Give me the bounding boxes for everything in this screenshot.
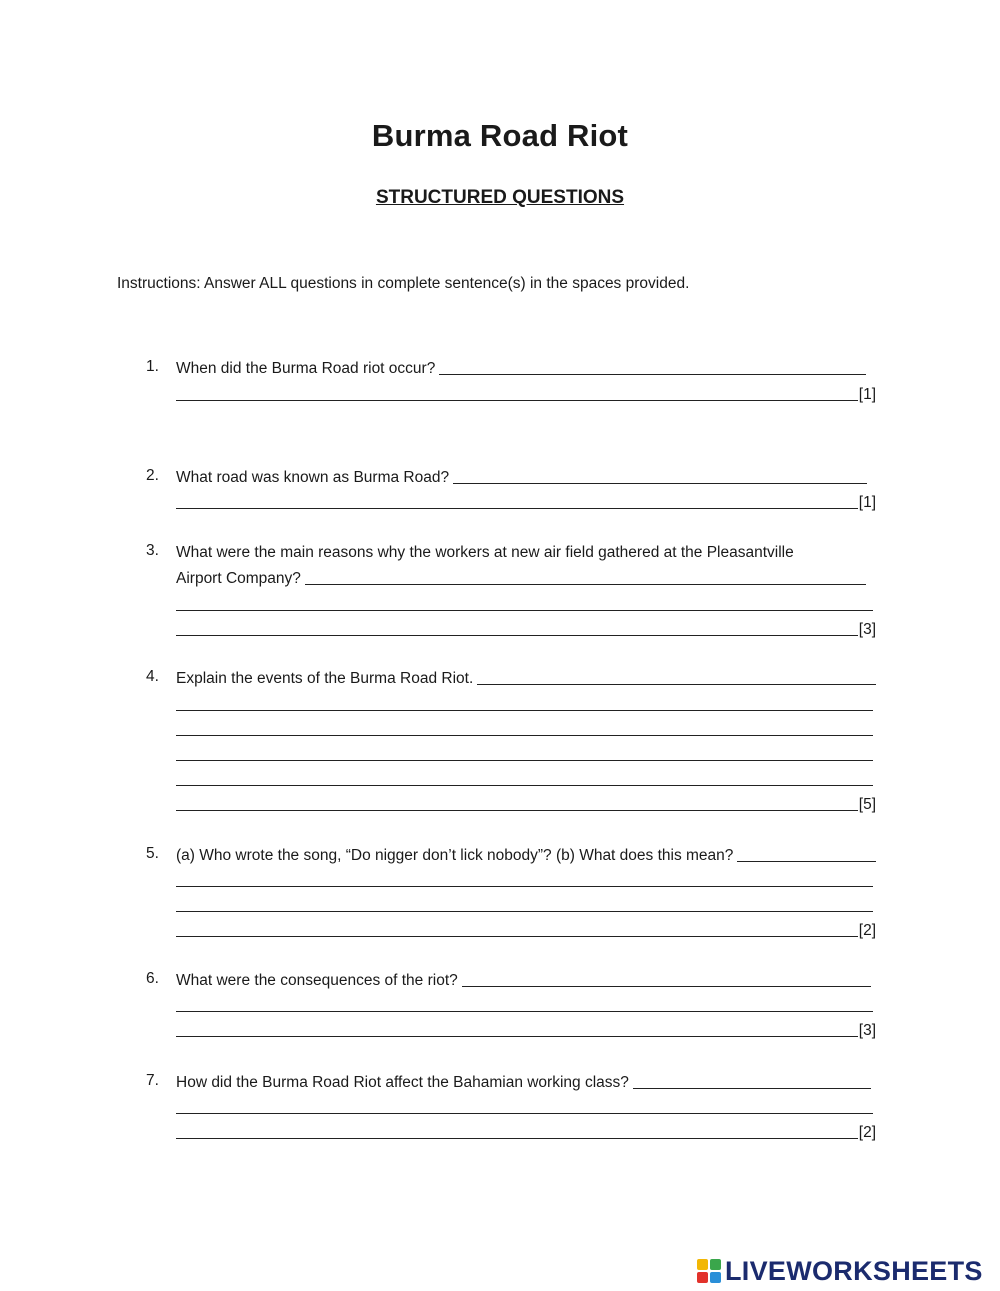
logo-block — [710, 1259, 721, 1270]
worksheet-title: Burma Road Riot — [371, 118, 629, 153]
answer-blank[interactable] — [453, 483, 867, 484]
logo-block — [697, 1259, 708, 1270]
question-text: What road was known as Burma Road? — [176, 469, 450, 486]
marks-label: [3] — [858, 621, 876, 638]
answer-blank[interactable] — [176, 1011, 873, 1012]
answer-line[interactable] — [176, 768, 873, 789]
question-number: 3. — [146, 542, 159, 559]
answer-line[interactable] — [176, 718, 873, 739]
answer-blank[interactable] — [176, 911, 873, 912]
question-text: What were the main reasons why the workers at new air field gathered at the Pleasantville — [176, 544, 794, 561]
answer-line[interactable] — [176, 793, 876, 814]
answer-blank[interactable] — [176, 635, 858, 636]
question-number: 1. — [146, 358, 159, 375]
answer-line[interactable] — [176, 383, 876, 404]
answer-blank[interactable] — [176, 710, 873, 711]
question-text-line — [176, 541, 876, 562]
answer-blank[interactable] — [439, 374, 866, 375]
answer-blank[interactable] — [176, 810, 858, 811]
logo-block — [710, 1272, 721, 1283]
answer-blank[interactable] — [176, 886, 873, 887]
question-text: When did the Burma Road riot occur? — [176, 360, 436, 377]
answer-blank[interactable] — [305, 584, 866, 585]
question-text: What were the consequences of the riot? — [176, 972, 458, 989]
answer-line[interactable] — [176, 593, 873, 614]
answer-line[interactable] — [176, 919, 876, 940]
question-number: 7. — [146, 1072, 159, 1089]
question-text-line — [176, 466, 867, 487]
answer-blank[interactable] — [176, 1036, 858, 1037]
question-text-line — [176, 357, 866, 378]
answer-line[interactable] — [176, 618, 876, 639]
answer-line[interactable] — [176, 693, 873, 714]
logo-block — [697, 1272, 708, 1283]
instructions: Instructions: Answer ALL questions in complete sentence(s) in the spaces provided. — [117, 275, 690, 292]
marks-label: [1] — [858, 386, 876, 403]
question-number: 2. — [146, 467, 159, 484]
answer-line[interactable] — [176, 894, 873, 915]
answer-line[interactable] — [176, 491, 876, 512]
answer-blank[interactable] — [176, 936, 858, 937]
answer-blank[interactable] — [176, 785, 873, 786]
question-text: How did the Burma Road Riot affect the Bahamian working class? — [176, 1074, 629, 1091]
marks-label: [2] — [858, 1124, 876, 1141]
answer-line[interactable] — [176, 567, 866, 588]
question-number: 6. — [146, 970, 159, 987]
answer-line[interactable] — [176, 994, 873, 1015]
question-number: 5. — [146, 845, 159, 862]
answer-blank[interactable] — [176, 400, 858, 401]
marks-label: [1] — [858, 494, 876, 511]
marks-label: [2] — [858, 922, 876, 939]
logo-text: LIVEWORKSHEETS — [725, 1255, 983, 1286]
question-text-line — [176, 1071, 871, 1092]
answer-blank[interactable] — [633, 1088, 871, 1089]
answer-line[interactable] — [176, 1121, 876, 1142]
marks-label: [5] — [858, 796, 876, 813]
answer-blank[interactable] — [176, 1138, 858, 1139]
answer-blank[interactable] — [176, 1113, 873, 1114]
question-text: (a) Who wrote the song, “Do nigger don’t lick nobody”? (b) What does this mean? — [176, 847, 734, 864]
answer-line[interactable] — [176, 1019, 876, 1040]
question-text-line — [176, 667, 876, 688]
answer-blank[interactable] — [477, 684, 876, 685]
answer-blank[interactable] — [462, 986, 871, 987]
question-number: 4. — [146, 668, 159, 685]
question-text-line — [176, 844, 876, 865]
liveworksheets-logo-icon — [697, 1259, 721, 1283]
worksheet-subtitle: STRUCTURED QUESTIONS — [375, 187, 625, 208]
question-text: Explain the events of the Burma Road Riot. — [176, 670, 474, 687]
answer-blank[interactable] — [176, 760, 873, 761]
answer-line[interactable] — [176, 743, 873, 764]
answer-line[interactable] — [176, 1096, 873, 1117]
answer-blank[interactable] — [176, 508, 858, 509]
liveworksheets-logo — [697, 1256, 983, 1286]
answer-line[interactable] — [176, 869, 873, 890]
answer-blank[interactable] — [176, 610, 873, 611]
answer-blank[interactable] — [737, 861, 876, 862]
question-text: Airport Company? — [176, 570, 301, 587]
answer-blank[interactable] — [176, 735, 873, 736]
marks-label: [3] — [858, 1022, 876, 1039]
question-text-line — [176, 969, 871, 990]
